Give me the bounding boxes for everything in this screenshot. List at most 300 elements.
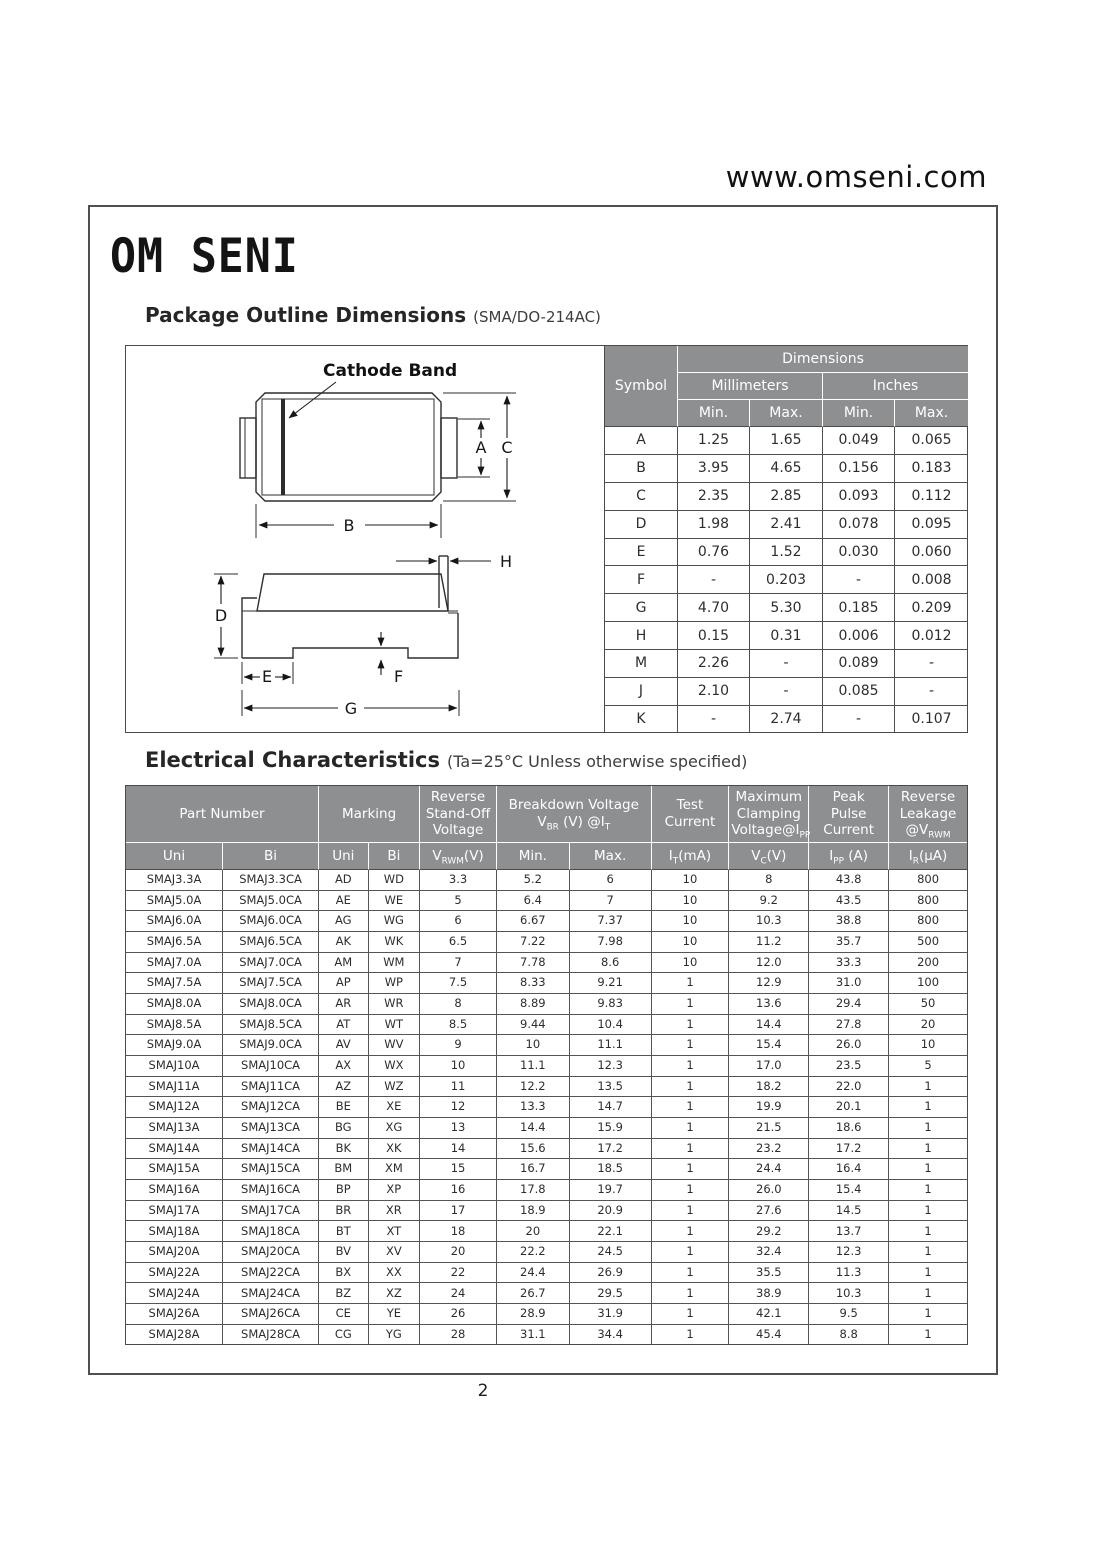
elec-cell: 9.44	[497, 1015, 570, 1036]
elec-cell: 7.37	[570, 911, 652, 932]
elec-cell: SMAJ5.0CA	[223, 891, 319, 912]
dim-cell: 0.060	[895, 539, 968, 567]
elec-cell: SMAJ6.0CA	[223, 911, 319, 932]
dim-cell: 1.52	[750, 539, 823, 567]
elec-cell: 27.8	[809, 1015, 889, 1036]
elec-cell: 10.4	[570, 1015, 652, 1036]
elec-cell: SMAJ10CA	[223, 1056, 319, 1077]
elec-subheader-cell: Uni	[319, 843, 369, 870]
elec-cell: SMAJ15A	[126, 1159, 223, 1180]
elec-cell: 15.6	[497, 1139, 570, 1160]
dim-cell: 0.185	[823, 594, 895, 622]
elec-cell: 1	[652, 1180, 730, 1201]
dim-cell: B	[605, 455, 678, 483]
dim-cell: G	[605, 594, 678, 622]
elec-cell: 7.22	[497, 932, 570, 953]
dim-label-h: H	[500, 552, 513, 571]
elec-cell: SMAJ12A	[126, 1097, 223, 1118]
table-row	[126, 973, 967, 994]
elec-cell: WT	[369, 1015, 421, 1036]
elec-cell: SMAJ7.5CA	[223, 973, 319, 994]
elec-cell: SMAJ14CA	[223, 1139, 319, 1160]
elec-cell: SMAJ9.0A	[126, 1035, 223, 1056]
elec-cell: YG	[369, 1325, 421, 1344]
elec-cell: 20.1	[809, 1097, 889, 1118]
elec-cell: SMAJ16A	[126, 1180, 223, 1201]
elec-cell: 6.5	[420, 932, 497, 953]
elec-cell: 12.0	[729, 953, 809, 974]
elec-cell: 1	[924, 1326, 932, 1341]
elec-cell: 23.5	[809, 1056, 889, 1077]
elec-cell: BX	[319, 1263, 369, 1284]
elec-subheader-cell: $I_R(\mu A)$	[889, 843, 967, 870]
elec-cell: 10	[497, 1035, 570, 1056]
elec-cell: 42.1	[729, 1304, 809, 1325]
elec-cell: 10	[652, 911, 730, 932]
dim-cell: -	[750, 678, 823, 706]
elec-cell: 1	[652, 994, 730, 1015]
elec-cell: 24.4	[729, 1159, 809, 1180]
elec-cell: 10	[652, 891, 730, 912]
header-peak-pulse: Peak Pulse Current	[809, 786, 889, 843]
elec-cell: 16.4	[809, 1159, 889, 1180]
dim-cell: 0.095	[895, 511, 968, 539]
dims-header-max: Max.	[750, 400, 823, 427]
elec-cell: WZ	[369, 1077, 421, 1098]
electrical-subheader-row	[126, 843, 967, 870]
elec-cell: 200	[889, 953, 967, 974]
elec-cell: 15.4	[729, 1035, 809, 1056]
dims-header-max: Max.	[895, 400, 968, 427]
elec-cell: 1	[652, 1242, 730, 1263]
elec-cell: SMAJ13A	[126, 1118, 223, 1139]
elec-cell: SMAJ26A	[126, 1304, 223, 1325]
elec-cell: SMAJ14A	[126, 1139, 223, 1160]
elec-cell: SMAJ7.0CA	[223, 953, 319, 974]
dim-cell: 0.008	[895, 566, 968, 594]
elec-cell: 17.2	[570, 1139, 652, 1160]
header-reverse-leakage: Reverse Leakage $@V_{RWM}$	[889, 786, 967, 843]
elec-cell: 35.5	[729, 1263, 809, 1284]
elec-cell: AR	[319, 994, 369, 1015]
elec-cell: 17.8	[497, 1180, 570, 1201]
dim-cell: 0.15	[678, 622, 750, 650]
elec-cell: XT	[369, 1221, 421, 1242]
dim-cell: -	[823, 706, 895, 732]
elec-cell: SMAJ28CA	[223, 1325, 319, 1344]
dim-cell: K	[605, 706, 678, 732]
elec-cell: SMAJ7.5A	[126, 973, 223, 994]
header-marking: Marking	[319, 786, 420, 843]
table-row	[126, 1097, 967, 1118]
dim-cell: 5.30	[750, 594, 823, 622]
elec-cell: 26.7	[497, 1283, 570, 1304]
dim-cell: 0.156	[823, 455, 895, 483]
elec-cell: 14.7	[570, 1097, 652, 1118]
elec-cell: 9.21	[570, 973, 652, 994]
dim-cell: 2.41	[750, 511, 823, 539]
elec-cell: 26.0	[809, 1035, 889, 1056]
elec-cell: 22.0	[809, 1077, 889, 1098]
elec-cell: 16.7	[497, 1159, 570, 1180]
elec-cell: 7.78	[497, 953, 570, 974]
elec-cell: 10	[889, 1035, 967, 1056]
dim-cell: 2.85	[750, 483, 823, 511]
dim-label-e: E	[261, 667, 273, 686]
elec-cell: WD	[369, 870, 421, 891]
dim-cell: 0.006	[823, 622, 895, 650]
elec-cell: 19.7	[570, 1180, 652, 1201]
dim-cell: 4.65	[750, 455, 823, 483]
dim-cell: 0.183	[895, 455, 968, 483]
elec-cell: AK	[319, 932, 369, 953]
elec-cell: 10	[652, 870, 730, 891]
table-row	[126, 1325, 967, 1344]
elec-cell: 18.5	[570, 1159, 652, 1180]
table-row	[126, 1221, 967, 1242]
dims-table-body	[605, 427, 968, 732]
elec-cell: 1	[652, 1263, 730, 1284]
elec-cell: 6	[420, 911, 497, 932]
table-row	[126, 1283, 967, 1304]
elec-cell: 1	[652, 973, 730, 994]
elec-cell: SMAJ3.3A	[126, 870, 223, 891]
bottom-profile	[242, 613, 458, 658]
elec-cell: 50	[889, 994, 967, 1015]
elec-cell: AD	[319, 870, 369, 891]
elec-cell: 26	[420, 1304, 497, 1325]
elec-cell: 8.89	[497, 994, 570, 1015]
elec-cell: 1	[889, 1263, 967, 1284]
side-body-outline	[257, 574, 448, 611]
elec-cell: SMAJ24CA	[223, 1283, 319, 1304]
elec-cell: XM	[369, 1159, 421, 1180]
header-reverse-standoff: Reverse Stand-Off Voltage	[420, 786, 497, 843]
table-row	[126, 870, 967, 891]
elec-subheader-cell: $I_{PP}$ (A)	[809, 843, 889, 870]
elec-cell: AZ	[319, 1077, 369, 1098]
elec-cell: 500	[889, 932, 967, 953]
elec-cell: XX	[369, 1263, 421, 1284]
dim-cell: A	[605, 427, 678, 455]
elec-cell: SMAJ6.5A	[126, 932, 223, 953]
dim-cell: 3.95	[678, 455, 750, 483]
dim-cell: D	[605, 511, 678, 539]
elec-cell: SMAJ15CA	[223, 1159, 319, 1180]
dim-cell: 0.107	[911, 710, 952, 727]
elec-cell: BT	[319, 1221, 369, 1242]
elec-cell: 1	[889, 1097, 967, 1118]
elec-cell: SMAJ8.0CA	[223, 994, 319, 1015]
elec-cell: WM	[369, 953, 421, 974]
elec-cell: 1	[652, 1077, 730, 1098]
section-title: Package Outline Dimensions	[145, 303, 467, 327]
elec-cell: WG	[369, 911, 421, 932]
table-row	[605, 483, 968, 511]
elec-cell: BM	[319, 1159, 369, 1180]
elec-cell: 9.2	[729, 891, 809, 912]
elec-cell: 29.2	[729, 1221, 809, 1242]
elec-cell: SMAJ13CA	[223, 1118, 319, 1139]
elec-cell: 1	[652, 1201, 730, 1222]
section-subtitle: (Ta=25°C Unless otherwise specified)	[446, 752, 748, 771]
elec-cell: AX	[319, 1056, 369, 1077]
elec-cell: 1	[889, 1118, 967, 1139]
elec-cell: 12.2	[497, 1077, 570, 1098]
elec-cell: 18.6	[809, 1118, 889, 1139]
elec-cell: SMAJ18A	[126, 1221, 223, 1242]
elec-cell: XK	[369, 1139, 421, 1160]
elec-cell: 29.5	[570, 1283, 652, 1304]
header-part-number: Part Number	[126, 786, 319, 843]
table-row	[605, 678, 968, 706]
elec-cell: 100	[889, 973, 967, 994]
elec-cell: 19.9	[729, 1097, 809, 1118]
table-row	[126, 1056, 967, 1077]
elec-cell: 1	[889, 1077, 967, 1098]
elec-cell: 14.5	[809, 1201, 889, 1222]
elec-cell: 12.9	[729, 973, 809, 994]
elec-cell: SMAJ24A	[126, 1283, 223, 1304]
table-row	[126, 1201, 967, 1222]
table-row	[126, 1263, 967, 1284]
dim-cell: 1.98	[678, 511, 750, 539]
elec-cell: AG	[319, 911, 369, 932]
dim-cell: 2.74	[750, 706, 823, 732]
table-row	[126, 1035, 967, 1056]
package-drawing	[126, 346, 604, 731]
elec-cell: 1	[652, 1097, 730, 1118]
dim-cell: 0.012	[895, 622, 968, 650]
elec-cell: 800	[889, 870, 967, 891]
elec-cell: 7.5	[420, 973, 497, 994]
elec-subheader-cell: $I_T(mA)$	[652, 843, 730, 870]
package-diagram	[126, 346, 604, 732]
dim-label-c: C	[501, 438, 513, 457]
elec-cell: 10	[420, 1056, 497, 1077]
elec-cell: 27.6	[729, 1201, 809, 1222]
elec-cell: XV	[369, 1242, 421, 1263]
elec-cell: 5	[889, 1056, 967, 1077]
elec-cell: AE	[319, 891, 369, 912]
dim-cell: 0.078	[823, 511, 895, 539]
dim-cell: 0.085	[823, 678, 895, 706]
elec-cell: 11.1	[497, 1056, 570, 1077]
elec-cell: SMAJ8.5CA	[223, 1015, 319, 1036]
elec-cell: 9.5	[809, 1304, 889, 1325]
dims-header-inches: Inches	[823, 373, 968, 400]
elec-cell: 11	[420, 1077, 497, 1098]
elec-cell: 22.2	[497, 1242, 570, 1263]
elec-cell: BZ	[319, 1283, 369, 1304]
dim-cell: 2.26	[678, 650, 750, 678]
dim-cell: H	[605, 622, 678, 650]
table-row	[126, 994, 967, 1015]
elec-cell: BK	[319, 1139, 369, 1160]
elec-cell: 1	[889, 1139, 967, 1160]
elec-cell: 31.9	[570, 1304, 652, 1325]
elec-cell: 22.1	[570, 1221, 652, 1242]
dim-cell: 0.065	[895, 427, 968, 455]
elec-cell: 13.6	[729, 994, 809, 1015]
table-row	[605, 566, 968, 594]
dim-cell: -	[750, 650, 823, 678]
elec-cell: 38.9	[729, 1283, 809, 1304]
elec-cell: 8.8	[809, 1325, 889, 1344]
dim-cell: 1.65	[750, 427, 823, 455]
dim-cell: 0.089	[823, 650, 895, 678]
table-row	[605, 594, 968, 622]
elec-cell: AT	[319, 1015, 369, 1036]
header-test-current: Test Current	[652, 786, 730, 843]
brand-logo: OM SENI	[110, 229, 299, 284]
elec-cell: 20	[497, 1221, 570, 1242]
dim-cell: 2.35	[678, 483, 750, 511]
elec-cell: 35.7	[809, 932, 889, 953]
elec-cell: 13.3	[497, 1097, 570, 1118]
elec-cell: 1	[652, 1283, 730, 1304]
elec-cell: BV	[319, 1242, 369, 1263]
elec-cell: 15.4	[809, 1180, 889, 1201]
elec-cell: 33.3	[809, 953, 889, 974]
elec-cell: 31.0	[809, 973, 889, 994]
table-row	[126, 1015, 967, 1036]
elec-cell: AP	[319, 973, 369, 994]
elec-subheader-cell: $V_{RWM}(V)$	[420, 843, 497, 870]
elec-cell: XG	[369, 1118, 421, 1139]
elec-cell: SMAJ5.0A	[126, 891, 223, 912]
dim-label-b: B	[343, 516, 355, 535]
elec-cell: 34.4	[570, 1325, 652, 1344]
elec-cell: 11.3	[809, 1263, 889, 1284]
elec-cell: 10.3	[809, 1283, 889, 1304]
dim-label-f: F	[394, 667, 404, 686]
section-title: Electrical Characteristics	[145, 748, 440, 772]
elec-cell: 1	[652, 1035, 730, 1056]
elec-cell: 15.9	[570, 1118, 652, 1139]
elec-cell: 26.9	[570, 1263, 652, 1284]
elec-cell: 1	[889, 1201, 967, 1222]
elec-cell: WE	[369, 891, 421, 912]
dim-cell: F	[605, 566, 678, 594]
dimensions-table-wrap	[604, 346, 968, 732]
dim-cell: -	[678, 706, 750, 732]
table-row	[126, 1242, 967, 1263]
dim-cell: 0.209	[895, 594, 968, 622]
elec-cell: WV	[369, 1035, 421, 1056]
elec-cell: 12	[420, 1097, 497, 1118]
dim-cell: -	[895, 650, 968, 678]
elec-cell: 20	[420, 1242, 497, 1263]
dim-label-a: A	[475, 438, 487, 457]
elec-cell: 18.2	[729, 1077, 809, 1098]
elec-cell: SMAJ26CA	[223, 1304, 319, 1325]
elec-cell: 11.1	[570, 1035, 652, 1056]
elec-cell: 13.5	[570, 1077, 652, 1098]
elec-cell: 28.9	[497, 1304, 570, 1325]
elec-cell: SMAJ17CA	[223, 1201, 319, 1222]
elec-cell: 8.5	[420, 1015, 497, 1036]
elec-cell: WK	[369, 932, 421, 953]
elec-cell: SMAJ17A	[126, 1201, 223, 1222]
elec-cell: 1	[889, 1221, 967, 1242]
elec-cell: 28	[420, 1325, 497, 1344]
cathode-band-mark	[281, 399, 285, 495]
elec-cell: 1	[652, 1118, 730, 1139]
dim-label-d: D	[214, 606, 228, 625]
table-row	[605, 511, 968, 539]
table-row	[126, 891, 967, 912]
dim-cell: -	[895, 678, 968, 706]
elec-cell: 1	[652, 1015, 730, 1036]
section-subtitle: (SMA/DO-214AC)	[473, 308, 601, 326]
dim-cell: E	[605, 539, 678, 567]
elec-cell: 8.6	[570, 953, 652, 974]
elec-cell: 18	[420, 1221, 497, 1242]
elec-cell: 13	[420, 1118, 497, 1139]
page-number: 2	[477, 1381, 489, 1401]
elec-cell: 13.7	[809, 1221, 889, 1242]
elec-cell: 14	[420, 1139, 497, 1160]
elec-cell: 1	[652, 1325, 730, 1344]
elec-cell: SMAJ18CA	[223, 1221, 319, 1242]
elec-cell: 7.98	[570, 932, 652, 953]
dim-cell: M	[605, 650, 678, 678]
elec-cell: 8	[420, 994, 497, 1015]
elec-cell: 24.5	[570, 1242, 652, 1263]
table-row	[605, 622, 968, 650]
dims-header-min: Min.	[823, 400, 895, 427]
elec-cell: 16	[420, 1180, 497, 1201]
cathode-band-label: Cathode Band	[323, 361, 458, 381]
elec-cell: XR	[369, 1201, 421, 1222]
table-row	[605, 706, 968, 732]
cathode-band-arrow	[289, 382, 336, 418]
left-lead-tab	[240, 418, 256, 478]
header-breakdown-voltage: Breakdown Voltage $V_{BR}$ (V) $@I_T$	[497, 786, 652, 843]
dims-header-millimeters: Millimeters	[678, 373, 823, 400]
elec-cell: 24.4	[497, 1263, 570, 1284]
table-row	[126, 1159, 967, 1180]
table-row	[605, 650, 968, 678]
elec-cell: CG	[319, 1325, 369, 1344]
elec-cell: SMAJ22CA	[223, 1263, 319, 1284]
table-row	[126, 1077, 967, 1098]
elec-cell: SMAJ6.5CA	[223, 932, 319, 953]
dim-cell: 0.76	[678, 539, 750, 567]
elec-cell: 6.4	[497, 891, 570, 912]
elec-subheader-cell: Bi	[369, 843, 421, 870]
elec-cell: 9.83	[570, 994, 652, 1015]
elec-cell: 45.4	[729, 1325, 809, 1344]
elec-cell: SMAJ22A	[126, 1263, 223, 1284]
elec-cell: 17	[420, 1201, 497, 1222]
elec-cell: 32.4	[729, 1242, 809, 1263]
elec-subheader-cell: Uni	[126, 843, 223, 870]
elec-cell: BR	[319, 1201, 369, 1222]
elec-cell: CE	[319, 1304, 369, 1325]
elec-cell: SMAJ7.0A	[126, 953, 223, 974]
elec-cell: SMAJ20CA	[223, 1242, 319, 1263]
dim-cell: 0.31	[750, 622, 823, 650]
elec-cell: 18.9	[497, 1201, 570, 1222]
website-url: www.omseni.com	[725, 160, 987, 194]
elec-cell: 6	[570, 870, 652, 891]
elec-cell: SMAJ8.5A	[126, 1015, 223, 1036]
electrical-table-body	[126, 870, 967, 1344]
elec-cell: SMAJ10A	[126, 1056, 223, 1077]
dim-cell: 0.030	[823, 539, 895, 567]
